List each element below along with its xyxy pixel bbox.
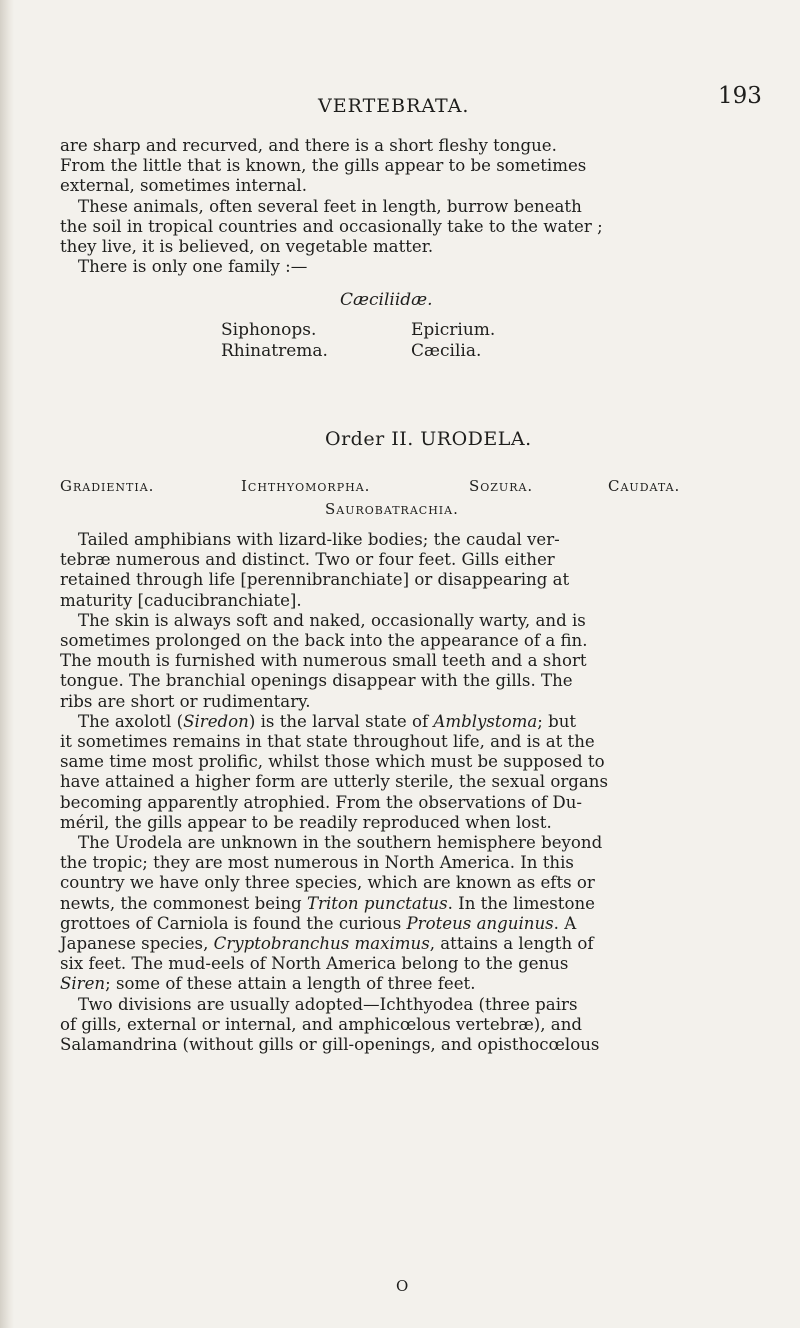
intro-line: There is only one family :— xyxy=(78,257,308,277)
intro-line: are sharp and recurved, and there is a short fleshy tongue. xyxy=(60,136,557,155)
intro-line: the soil in tropical countries and occasionally take to the water ; xyxy=(60,216,603,236)
text-line: country we have only three species, which are known as efts or xyxy=(60,873,595,893)
synonym: Sozura. xyxy=(469,477,534,495)
text-line: ribs are short or rudimentary. xyxy=(60,691,311,711)
family-name: Cæciliidæ. xyxy=(340,290,433,310)
text-line: The skin is always soft and naked, occasionally warty, and is xyxy=(78,610,586,630)
taxon-name: Triton punctatus xyxy=(306,893,448,913)
taxon-name: Proteus anguinus xyxy=(406,913,554,933)
text-line: of gills, external or internal, and amphicœlous vertebræ), and xyxy=(60,1014,583,1034)
synonym: Gradientia. xyxy=(60,477,155,495)
text-line: The mouth is furnished with numerous small teeth and a short xyxy=(60,651,587,671)
genus-name: Rhinatrema. xyxy=(221,341,328,361)
text-line: The axolotl (Siredon) is the larval state of Amblystoma; but xyxy=(78,711,577,731)
intro-line: external, sometimes internal. xyxy=(60,176,307,196)
text-line: newts, the commonest being Triton punctatus. In the limestone xyxy=(60,893,595,913)
genus-name: Cæcilia. xyxy=(411,341,482,361)
text-line: Siren; some of these attain a length of three feet. xyxy=(60,974,476,994)
taxon-name: Siren xyxy=(60,974,106,994)
text-line: becoming apparently atrophied. From the observations of Du- xyxy=(60,792,583,812)
synonym: Ichthyomorpha. xyxy=(241,477,371,495)
text-line: Japanese species, Cryptobranchus maximus, attains a length of xyxy=(60,934,594,954)
order-title: Order II. URODELA. xyxy=(325,428,532,450)
page-edge-shadow xyxy=(0,0,14,1328)
text-line: same time most prolific, whilst those which must be supposed to xyxy=(60,752,605,772)
text-line: grottoes of Carniola is found the curious Proteus anguinus. A xyxy=(60,913,577,933)
synonym: Caudata. xyxy=(608,477,681,495)
text-line: Two divisions are usually adopted—Ichthyodea (three pairs xyxy=(78,994,578,1014)
text-line: have attained a higher form are utterly sterile, the sexual organs xyxy=(60,772,608,792)
text-line: tebræ numerous and distinct. Two or four feet. Gills either xyxy=(60,550,555,570)
text-line: The Urodela are unknown in the southern hemisphere beyond xyxy=(78,833,603,853)
text-line: it sometimes remains in that state throughout life, and is at the xyxy=(60,732,595,752)
taxon-name: Cryptobranchus maximus xyxy=(213,934,430,954)
text-line: tongue. The branchial openings disappear with the gills. The xyxy=(60,671,573,691)
text-line: the tropic; they are most numerous in North America. In this xyxy=(60,853,574,873)
text-line: Tailed amphibians with lizard-like bodies; the caudal ver- xyxy=(78,530,560,549)
text-line: sometimes prolonged on the back into the appearance of a fin. xyxy=(60,631,588,651)
paragraph-definition xyxy=(60,530,760,1055)
page-number: 193 xyxy=(718,83,762,109)
intro-line: These animals, often several feet in length, burrow beneath xyxy=(78,196,582,216)
taxon-name: Siredon xyxy=(183,711,249,731)
running-title: VERTEBRATA. xyxy=(318,95,470,117)
genus-name: Siphonops. xyxy=(221,320,317,340)
taxon-name: Amblystoma xyxy=(433,711,538,731)
text-line: six feet. The mud-eels of North America belong to the genus xyxy=(60,954,569,974)
intro-text xyxy=(60,136,760,277)
signature-mark: O xyxy=(396,1277,409,1295)
synonym: Saurobatrachia. xyxy=(325,500,459,518)
intro-line: they live, it is believed, on vegetable matter. xyxy=(60,237,434,257)
text-line: méril, the gills appear to be readily reproduced when lost. xyxy=(60,812,552,832)
text-line: retained through life [perennibranchiate] or disappearing at xyxy=(60,570,570,590)
intro-line: From the little that is known, the gills appear to be sometimes xyxy=(60,156,587,176)
genus-name: Epicrium. xyxy=(411,320,496,340)
text-line: Salamandrina (without gills or gill-openings, and opisthocœlous xyxy=(60,1035,600,1055)
text-line: maturity [caducibranchiate]. xyxy=(60,590,302,610)
